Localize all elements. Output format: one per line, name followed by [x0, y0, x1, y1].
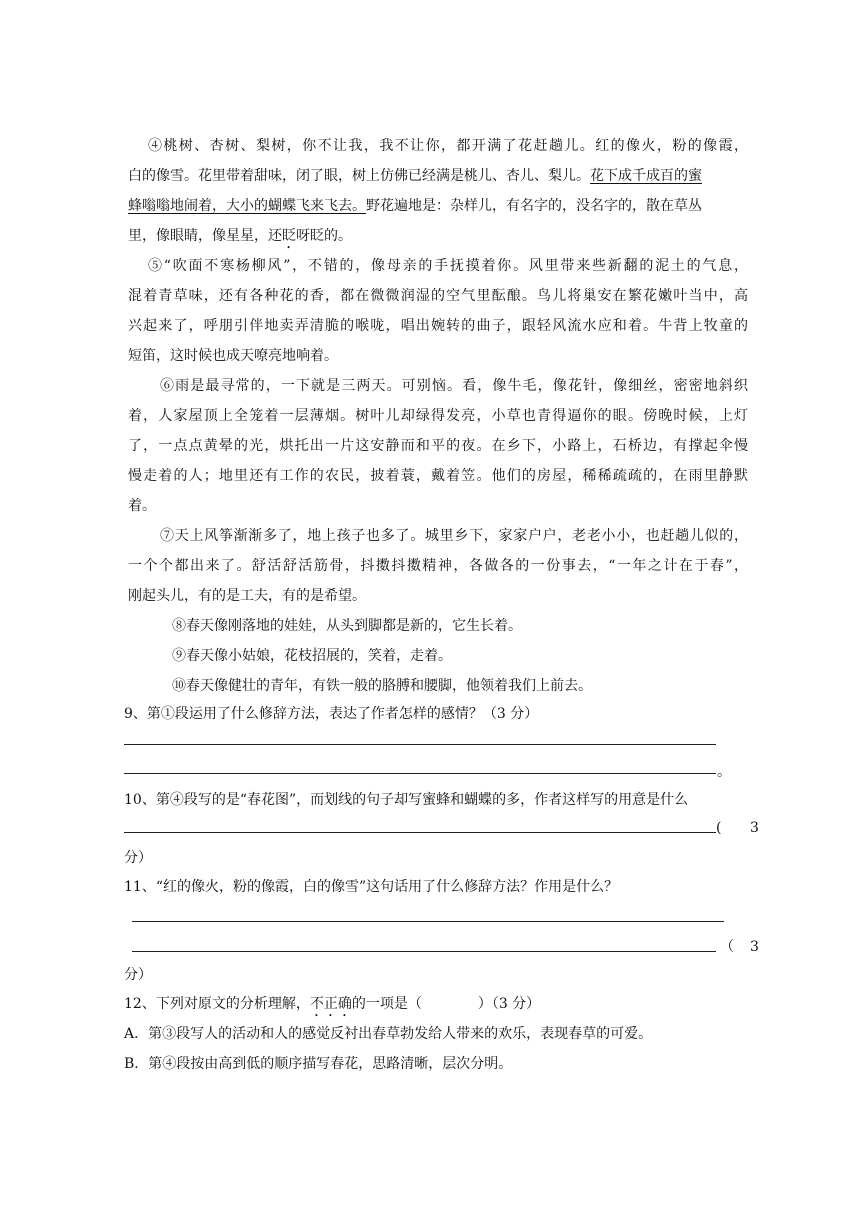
p4-line-1: ④桃树、杏树、梨树，你不让我，我不让你，都开满了花赶趟儿。红的像火，粉的像霞，: [148, 138, 748, 154]
q9-answer-line-2[interactable]: [124, 773, 716, 774]
p10-line: ⑩春天像健壮的青年，有铁一般的胳膊和腰脚，他领着我们上前去。: [172, 678, 592, 694]
p4-line-3-text: 野花遍地是：杂样儿，有名字的，没名字的，散在草丛: [366, 198, 702, 214]
p5-line-3: 兴起来了，呼朋引伴地卖弄清脆的喉咙，唱出婉转的曲子，跟轻风流水应和着。牛背上牧童的: [128, 318, 748, 334]
p4-underlined-sentence-part-2: 蜂嗡嗡地闹着，大小的蝴蝶飞来飞去。: [128, 198, 366, 214]
p6-line-3: 了，一点点黄晕的光，烘托出一片这安静而和平的夜。在乡下，小路上，石桥边，有撑起伞慢: [128, 438, 748, 454]
p7-line-3: 刚起头儿，有的是工夫，有的是希望。: [128, 588, 366, 604]
p5-line-1: ⑤“吹面不寒杨柳风”，不错的，像母亲的手抚摸着你。风里带来些新翻的泥土的气息，: [148, 258, 748, 274]
p5-line-4: 短笛，这时候也成天嘹亮地响着。: [128, 348, 338, 364]
p6-line-5: 着。: [128, 498, 156, 514]
q11-answer-line-2[interactable]: [132, 951, 716, 952]
q9-end-mark: 。: [717, 764, 731, 780]
question-12: [124, 994, 540, 1020]
q11-score-open: （: [720, 939, 734, 955]
question-9: 9、第①段运用了什么修辞方法，表达了作者怎样的感情？（3 分）: [124, 706, 539, 722]
q10-score-number: 3: [750, 820, 759, 836]
question-11: 11、“红的像火，粉的像霞，白的像雪”这句话用了什么修辞方法？作用是什么？: [124, 879, 619, 895]
q9-answer-line-1[interactable]: [124, 744, 716, 745]
p4-underlined-sentence-part-1: 花下成千成百的蜜: [590, 168, 702, 184]
p8-line: ⑧春天像刚落地的娃娃，从头到脚都是新的，它生长着。: [172, 618, 522, 634]
p4-line-3: [128, 196, 702, 216]
q12-emphasis: 不正确: [309, 996, 352, 1012]
p6-line-1: ⑥雨是最寻常的，一下就是三两天。可别恼。看，像牛毛，像花针，像细丝，密密地斜织: [160, 378, 748, 394]
p6-line-2: 着，人家屋顶上全笼着一层薄烟。树叶儿却绿得发亮，小草也青得逼你的眼。傍晚时候，上灯: [128, 408, 748, 424]
p5-line-2: 混着青草味，还有各种花的香，都在微微润湿的空气里酝酿。鸟儿将巢安在繁花嫩叶当中，高: [128, 288, 748, 304]
q12-suffix: 的一项是（: [351, 996, 422, 1012]
p4-emphasized-char: 眨: [282, 228, 296, 244]
q12-option-a[interactable]: A．第③段写人的活动和人的感觉反衬出春草勃发给人带来的欢乐，表现春草的可爱。: [124, 1026, 653, 1042]
p4-line-2: [128, 166, 702, 186]
q10-answer-line[interactable]: [124, 832, 716, 833]
p4-line-4: [128, 226, 352, 252]
q10-score-close: 分）: [124, 850, 152, 866]
q11-score-close: 分）: [124, 967, 152, 983]
p6-line-4: 慢走着的人；地里还有工作的农民，披着蓑，戴着笠。他们的房屋，稀稀疏疏的，在雨里静默: [128, 468, 748, 484]
q11-score-number: 3: [750, 939, 759, 955]
q12-prefix: 12、下列对原文的分析理解，: [124, 996, 310, 1012]
p7-line-1: ⑦天上风筝渐渐多了，地上孩子也多了。城里乡下，家家户户，老老小小，也赶趟儿似的，: [160, 528, 748, 544]
p4-line-2-text: 白的像雪。花里带着甜味，闭了眼，树上仿佛已经满是桃儿、杏儿、梨儿。: [128, 168, 590, 184]
p7-line-2: 一个个都出来了。舒活舒活筋骨，抖擞抖擞精神，各做各的一份事去，“一年之计在于春”，: [128, 558, 748, 574]
q11-answer-line-1[interactable]: [132, 921, 724, 922]
question-10: 10、第④段写的是“春花图”，而划线的句子却写蜜蜂和蝴蝶的多，作者这样写的用意是什么: [124, 792, 689, 808]
p4-line-4-end: 呀眨的。: [296, 228, 352, 244]
p9-line: ⑨春天像小姑娘，花枝招展的，笑着，走着。: [172, 648, 452, 664]
p4-line-4-text: 里，像眼睛，像星星，还: [128, 228, 282, 244]
q10-score-open: (: [716, 820, 722, 836]
q12-option-b[interactable]: B．第④段按由高到低的顺序描写春花，思路清晰，层次分明。: [124, 1056, 513, 1072]
q12-tail: ）（3 分）: [477, 996, 541, 1012]
